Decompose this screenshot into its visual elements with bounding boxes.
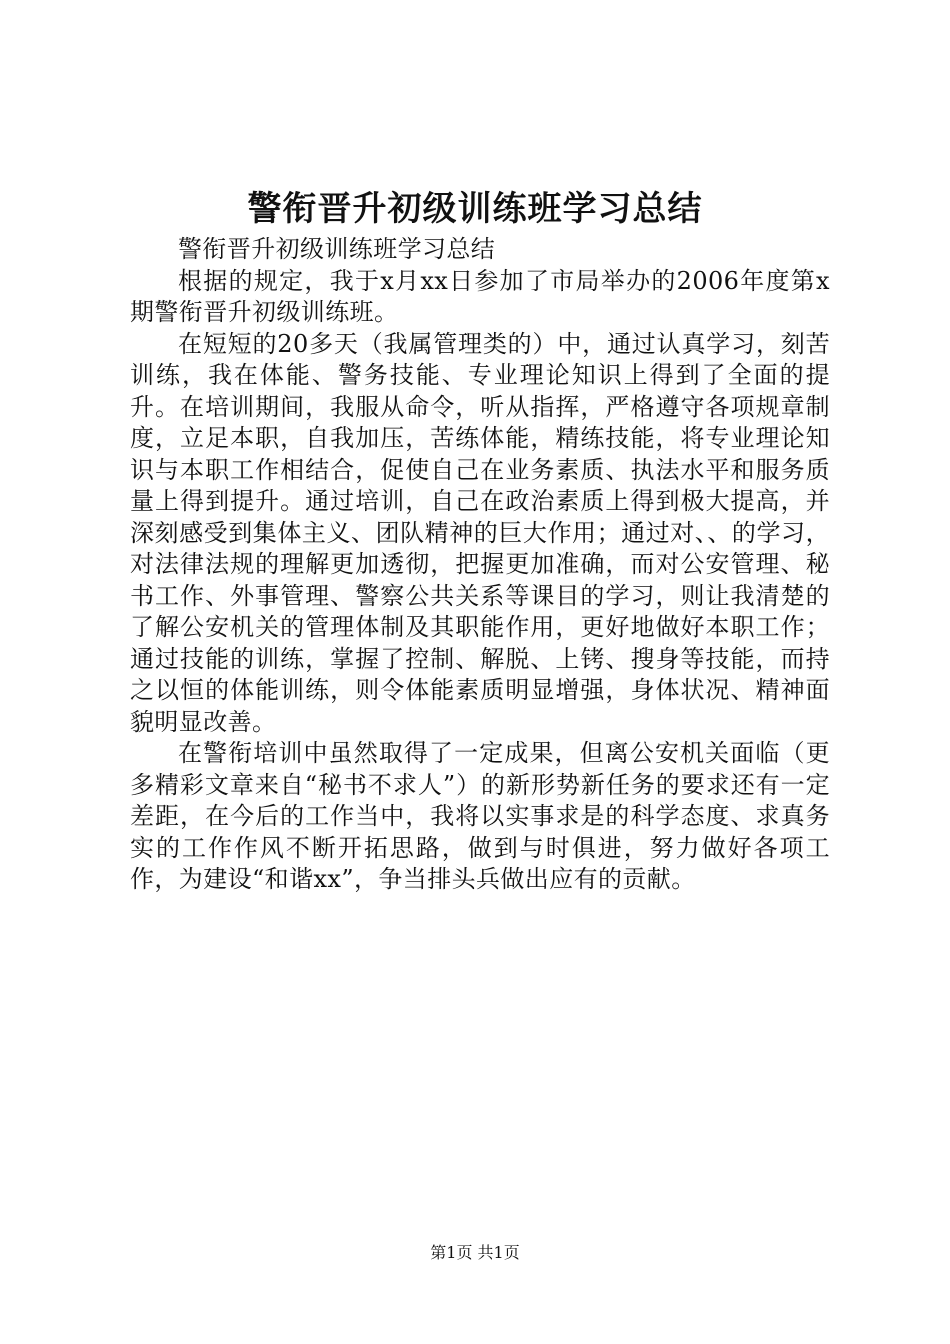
subtitle-paragraph: 警衔晋升初级训练班学习总结 — [178, 235, 496, 263]
body-paragraph: 根据的规定，我于x月xx日参加了市局举办的2006年度第x期警衔晋升初级训练班。 — [130, 266, 830, 326]
document-body — [130, 234, 830, 896]
page-number-footer: 第1页 共1页 — [430, 1243, 520, 1262]
body-paragraph: 在警衔培训中虽然取得了一定成果，但离公安机关面临（更多精彩文章来自“秘书不求人”）的新形势新任务的要求还有一定差距，在今后的工作当中，我将以实事求是的科学态度、求真务实的工作作风不断开拓思路，做到与时俱进，努力做好各项工作，为建设“和谐xx”，争当排头兵做出应有的贡献。 — [130, 739, 830, 893]
document-title: 警衔晋升初级训练班学习总结 — [247, 189, 703, 229]
body-paragraph: 在短短的20多天（我属管理类的）中，通过认真学习，刻苦训练，我在体能、警务技能、专业理论知识上得到了全面的提升。在培训期间，我服从命令，听从指挥，严格遵守各项规章制度，立足本职，自我加压，苦练体能，精练技能，将专业理论知识与本职工作相结合，促使自己在业务素质、执法水平和服务质量上得到提升。通过培训，自己在政治素质上得到极大提高，并深刻感受到集体主义、团队精神的巨大作用；通过对、、的学习，对法律法规的理解更加透彻，把握更加准确，而对公安管理、秘书工作、外事管理、警察公共关系等课目的学习，则让我清楚的了解公安机关的管理体制及其职能作用，更好地做好本职工作；通过技能的训练，掌握了控制、解脱、上铐、搜身等技能，而持之以恒的体能训练，则令体能素质明显增强，身体状况、精神面貌明显改善。 — [130, 329, 830, 736]
